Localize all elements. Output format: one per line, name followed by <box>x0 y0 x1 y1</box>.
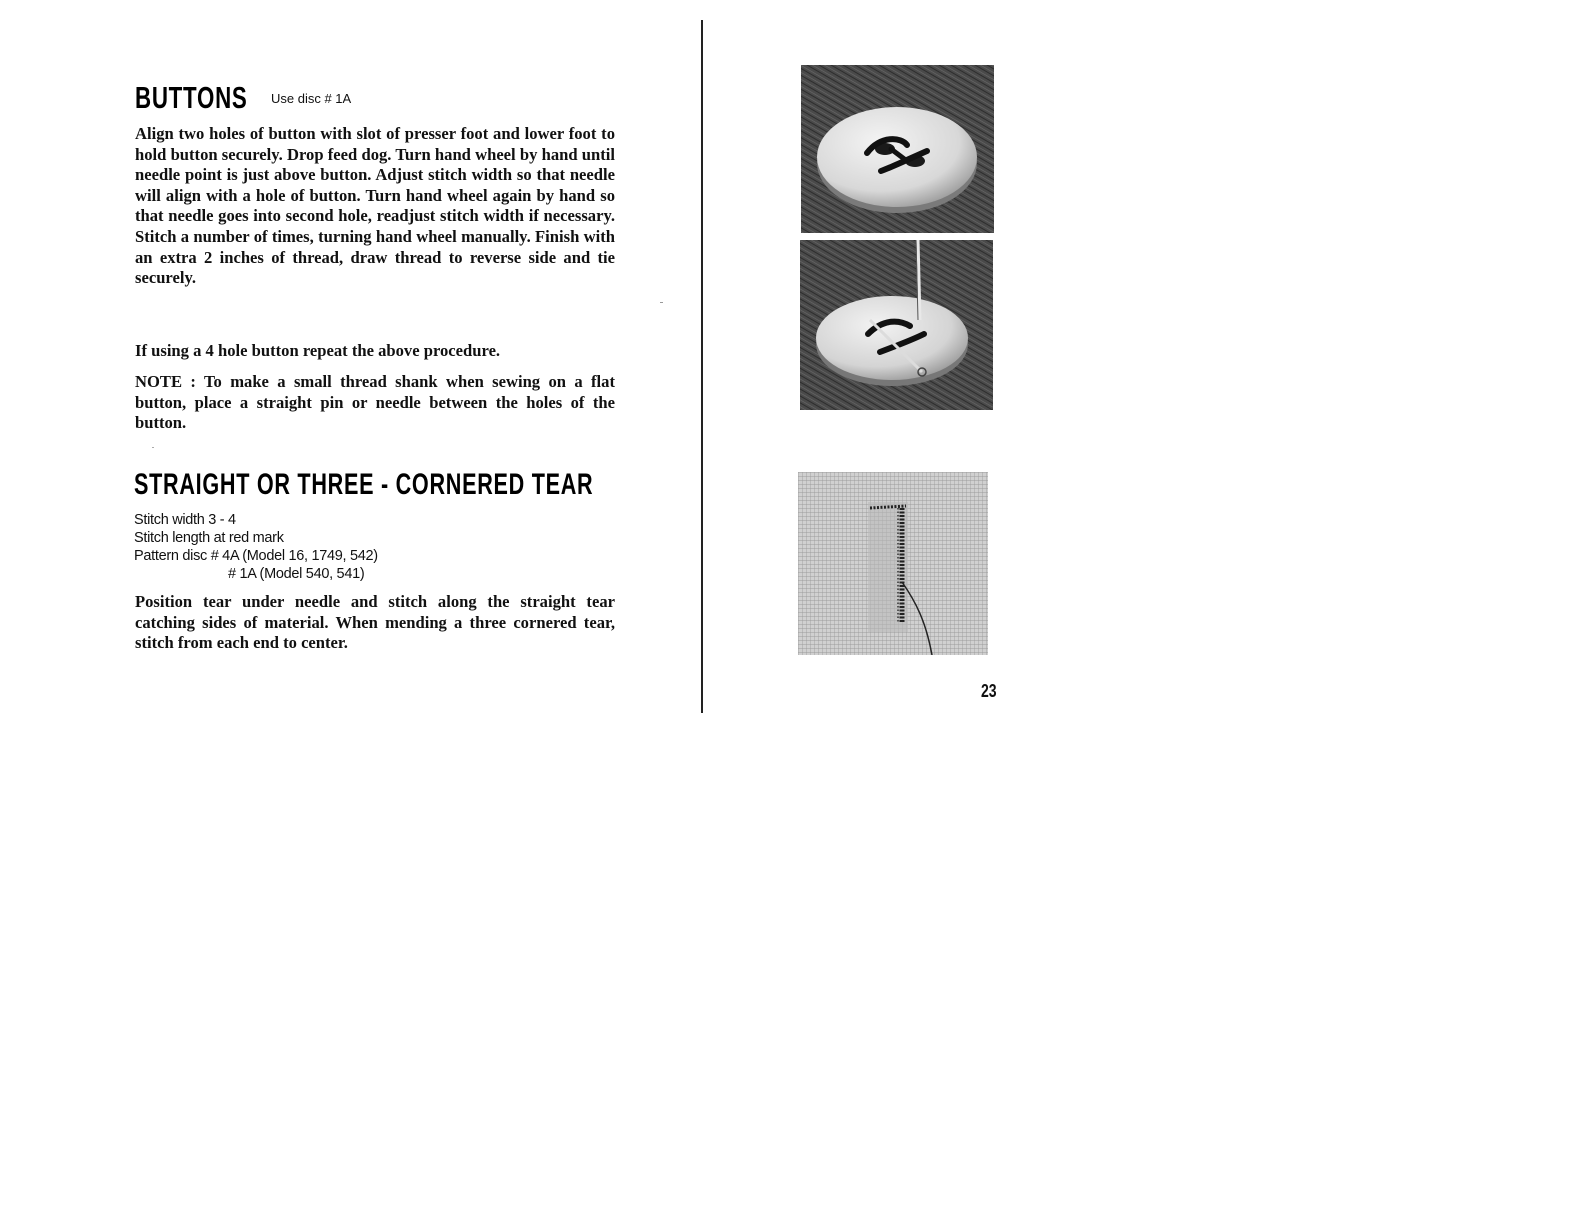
scan-speck <box>660 302 663 303</box>
tear-pattern-disc: Pattern disc # 4A (Model 16, 1749, 542) <box>134 548 378 564</box>
tear-heading: STRAIGHT OR THREE - CORNERED TEAR <box>134 468 594 501</box>
buttons-shank-note: NOTE : To make a small thread shank when sewing on a flat button, place a straight pin or needle between the holes of the button. <box>135 372 615 433</box>
tear-pattern-disc-alt: # 1A (Model 540, 541) <box>228 566 365 582</box>
buttons-instructions: Align two holes of button with slot of presser foot and lower foot to hold button securely. Drop feed dog. Turn hand wheel by hand until needle point is just above button. Adjust stitch width so that needle will align with a hole of button. Turn hand wheel again by hand so that needle goes into second hole, readjust stitch width if necessary. Stitch a number of times, turning hand wheel manually. Finish with an extra 2 inches of thread, draw thread to reverse side and tie securely. <box>135 124 615 288</box>
tear-settings <box>134 511 378 583</box>
page-number: 23 <box>981 681 997 701</box>
tear-stitch-width: Stitch width 3 - 4 <box>134 512 236 528</box>
page-divider <box>701 20 703 713</box>
scan-speck <box>152 447 154 448</box>
button-photo-top <box>801 65 994 233</box>
tear-mend-photo <box>798 472 988 655</box>
buttons-heading: BUTTONS <box>135 80 248 115</box>
button-photo-pin <box>800 240 993 410</box>
buttons-disc-note: Use disc # 1A <box>271 91 352 106</box>
buttons-four-hole-note: If using a 4 hole button repeat the above procedure. <box>135 341 501 360</box>
tear-stitch-length: Stitch length at red mark <box>134 530 284 546</box>
tear-instructions: Position tear under needle and stitch along the straight tear catching sides of material. When mending a three cornered tear, stitch from each end to center. <box>135 592 615 653</box>
